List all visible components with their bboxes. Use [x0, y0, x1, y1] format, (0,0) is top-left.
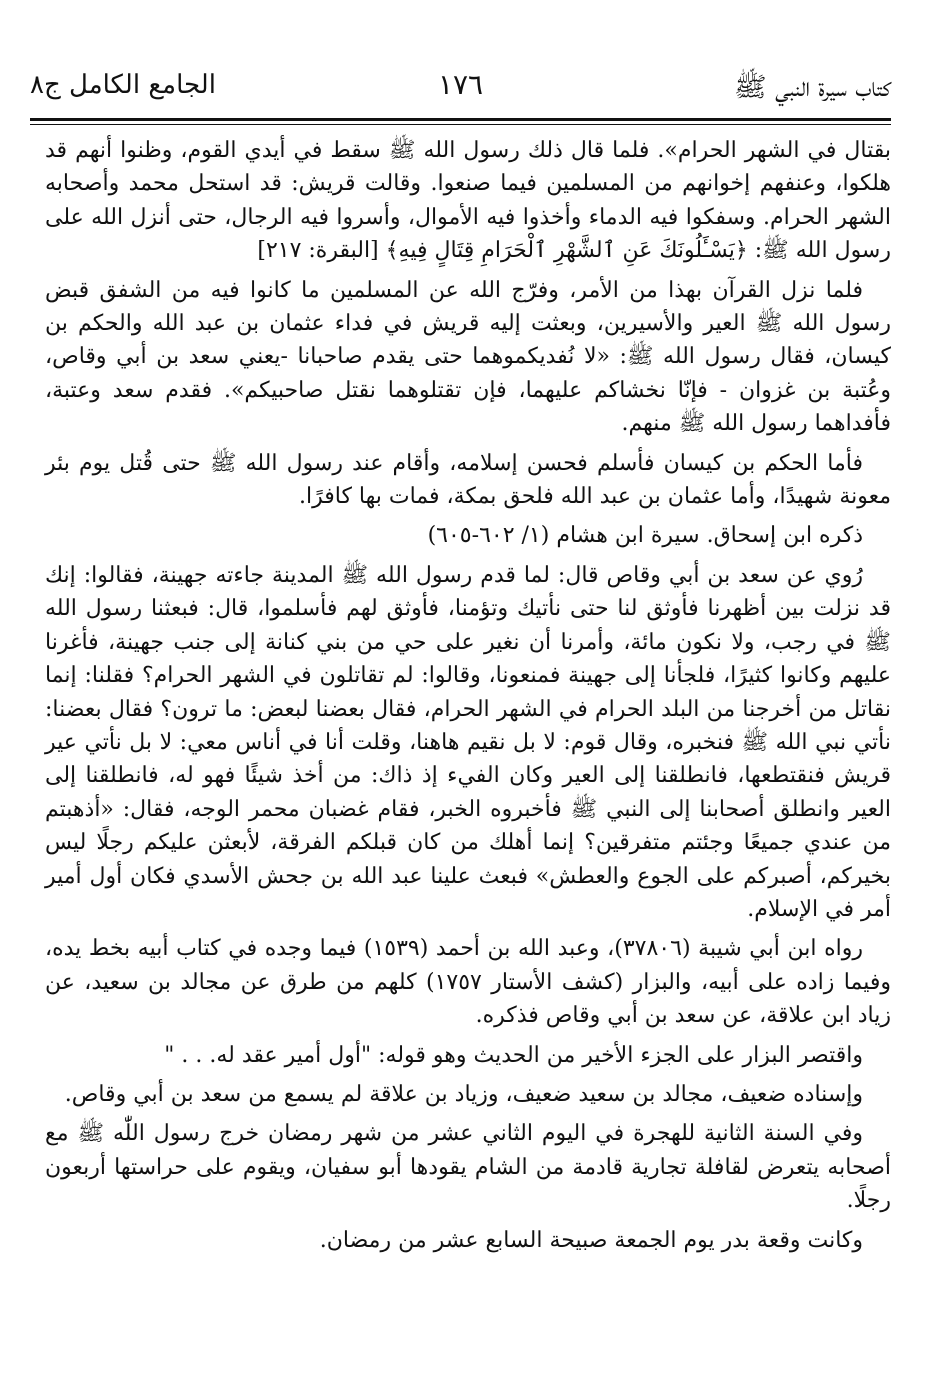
- paragraph: رُوي عن سعد بن أبي وقاص قال: لما قدم رسول الله ﷺ المدينة جاءته جهينة، فقالوا: إنك قد نزلت بين أظهرنا فأوثق لنا حتى نأتيك وتؤمنا، فأوثق لهم فأسلموا، قال: فبعثنا رسول الله ﷺ في رجب، ولا نكون مائة، وأمرنا أن نغير على حي من بني كنانة إلى جنب جهينة، فأغرنا عليهم وكانوا كثيرًا، فلجأنا إلى جهينة فمنعونا، وقالوا: لم تقاتلون في الشهر الحرام؟ فقلنا: إنما نقاتل من أخرجنا من البلد الحرام في الشهر الحرام، فقال بعضنا لبعض: ما ترون؟ فقال بعضنا: نأتي نبي الله ﷺ فنخبره، وقال قوم: لا بل نقيم هاهنا، وقلت أنا في أناس معي: لا بل نأتي عير قريش فنقتطعها، فانطلقنا إلى العير وكان الفيء إذ ذاك: من أخذ شيئًا فهو له، فانطلقنا إلى العير وانطلق أصحابنا إلى النبي ﷺ فأخبروه الخبر، فقام غضبان محمر الوجه، فقال: «أذهبتم من عندي جميعًا وجئتم متفرقين؟ إنما أهلك من كان قبلكم الفرقة، لأبعثن عليكم رجلًا ليس بخيركم، أصبركم على الجوع والعطش» فبعث علينا عبد الله بن جحش الأسدي فكان أول أمير أمر في الإسلام.: [45, 562, 892, 922]
- book-title: كتاب سيرة النبي ﷺ: [733, 72, 891, 103]
- header-rule-thin: [30, 124, 891, 125]
- paragraph: وإسناده ضعيف، مجالد بن سعيد ضعيف، وزياد بن علاقة لم يسمع من سعد بن أبي وقاص.: [64, 1081, 863, 1107]
- header-rule-thick: [30, 118, 891, 121]
- paragraph: رواه ابن أبي شيبة (٣٧٨٠٦)، وعبد الله بن أحمد (١٥٣٩) فيما وجده في كتاب أبيه بخط يده، وفيما زاده على أبيه، والبزار (كشف الأستار ١٧٥٧) كلهم من طرق عن مجالد بن سعيد، عن زياد ابن علاقة، عن سعد بن أبي وقاص فذكره.: [45, 936, 891, 1029]
- paragraph: وكانت وقعة بدر يوم الجمعة صبيحة السابع عشر من رمضان.: [319, 1227, 863, 1253]
- citation: ذكره ابن إسحاق. سيرة ابن هشام (١/ ٦٠٢-٦٠٥): [427, 523, 863, 549]
- paragraph: واقتصر البزار على الجزء الأخير من الحديث وهو قوله: "أول أمير عقد له. . . ": [164, 1042, 863, 1068]
- running-header: [30, 62, 891, 110]
- paragraph: وفي السنة الثانية للهجرة في اليوم الثاني عشر من شهر رمضان خرج رسول اللّٰه ﷺ مع أصحابه يتعرض لقافلة تجارية قادمة من الشام يقودها أبو سفيان، ويقوم على حراستها أربعون رجلًا.: [45, 1121, 891, 1214]
- page-body: [45, 134, 891, 1359]
- paragraph: بقتال في الشهر الحرام». فلما قال ذلك رسول الله ﷺ سقط في أيدي القوم، وظنوا أنهم قد هلكوا، وعنفهم إخوانهم من المسلمين فيما صنعوا. وقالت قريش: قد استحل محمد وأصحابه الشهر الحرام. وسفكوا فيه الدماء وأخذوا فيه الأموال، وأسروا فيه الرجال، حتى أنزل الله على رسول الله ﷺ: ﴿يَسْـَٔلُونَكَ عَنِ ٱلشَّهْرِ ٱلْحَرَامِ قِتَالٍ فِيهِ﴾ [البقرة: ٢١٧]: [45, 138, 891, 264]
- paragraph: فلما نزل القرآن بهذا من الأمر، وفرّج الله عن المسلمين ما كانوا فيه من الشفق قبض رسول الله ﷺ العير والأسيرين، وبعثت إليه قريش في فداء عثمان بن عبد الله والحكم بن كيسان، فقال رسول الله ﷺ: «لا نُفديكموهما حتى يقدم صاحبانا -يعني سعد بن أبي وقاص، وعُتبة بن غزوان - فإنّا نخشاكم عليهما، فإن تقتلوهما نقتل صاحبيكم». فقدم سعد وعتبة، فأفداهما رسول الله ﷺ منهم.: [45, 277, 891, 437]
- paragraph: فأما الحكم بن كيسان فأسلم فحسن إسلامه، وأقام عند رسول الله ﷺ حتى قُتل يوم بئر معونة شهيدًا، وأما عثمان بن عبد الله فلحق بمكة، فمات بها كافرًا.: [45, 450, 891, 510]
- page-number: ١٧٦: [437, 68, 484, 101]
- volume-title: الجامع الكامل ج٨: [30, 70, 216, 100]
